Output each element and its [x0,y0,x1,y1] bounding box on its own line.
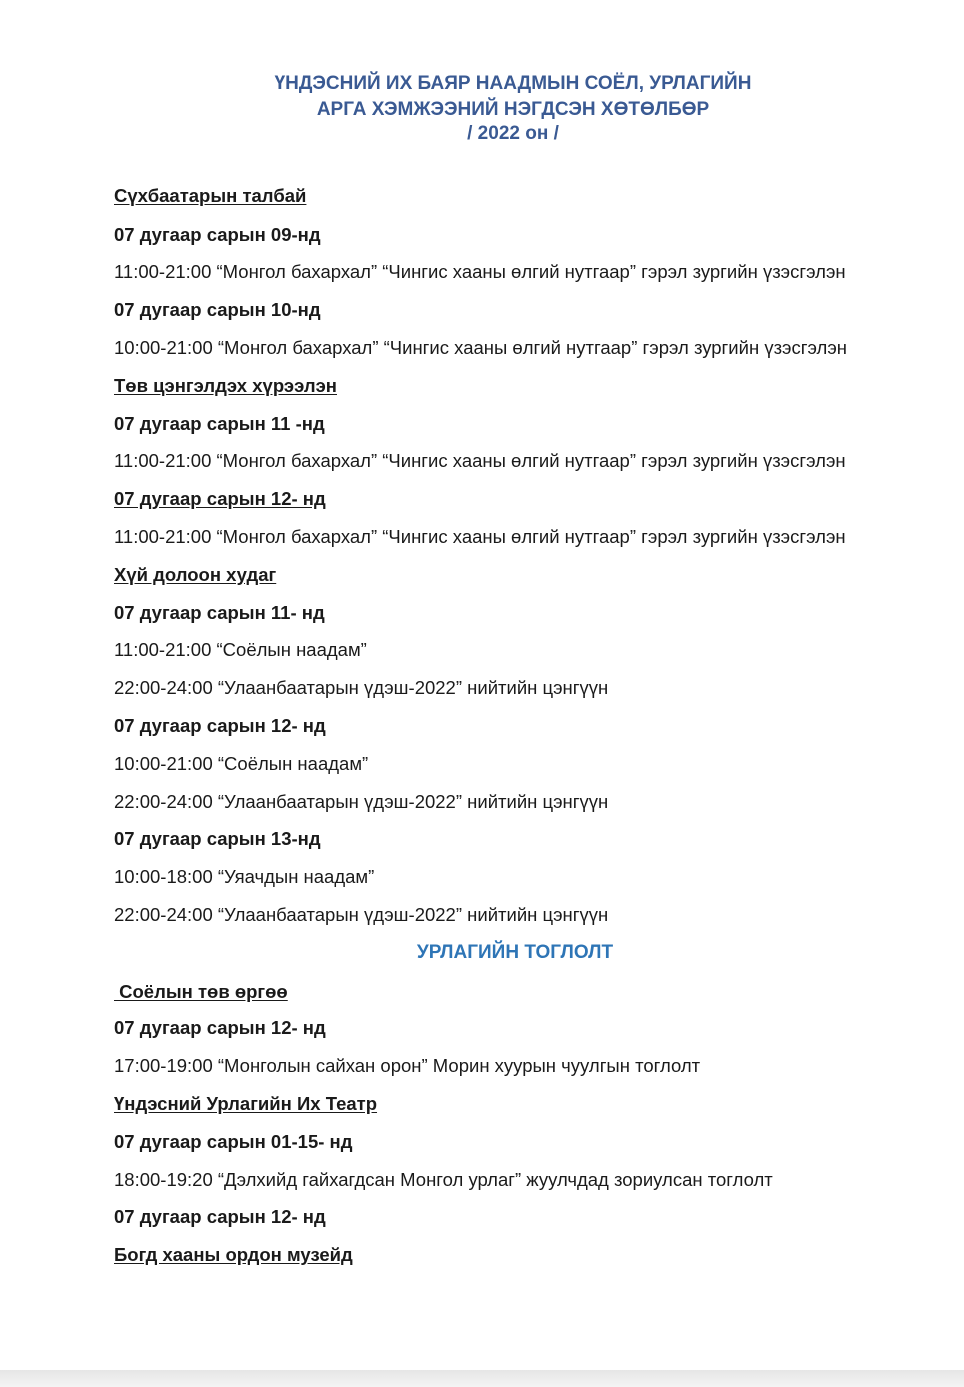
event-item: 22:00-24:00 “Улаанбаатарын үдэш-2022” нийтийн цэнгүүн [114,677,609,698]
date-heading: 07 дугаар сарын 09-нд [114,224,321,245]
venue-heading: Богд хааны ордон музейд [114,1244,353,1265]
date-heading: 07 дугаар сарын 11 -нд [114,413,325,434]
event-item: 10:00-21:00 “Соёлын наадам” [114,753,369,774]
date-heading: 07 дугаар сарын 01-15- нд [114,1131,353,1152]
page-edge [0,1370,964,1387]
venue-heading: Төв цэнгэлдэх хүрээлэн [114,375,337,396]
event-item: 11:00-21:00 “Монгол бахархал” “Чингис хааны өлгий нутгаар” гэрэл зургийн үзэсгэлэн [114,261,846,282]
venue-heading: Соёлын төв өргөө [114,981,288,1002]
event-item: 11:00-21:00 “Монгол бахархал” “Чингис хааны өлгий нутгаар” гэрэл зургийн үзэсгэлэн [114,526,846,547]
date-heading: 07 дугаар сарын 12- нд [114,715,326,736]
date-heading: 07 дугаар сарын 12- нд [114,1017,326,1038]
date-heading: 07 дугаар сарын 13-нд [114,828,321,849]
event-item: 22:00-24:00 “Улаанбаатарын үдэш-2022” нийтийн цэнгүүн [114,791,609,812]
event-item: 11:00-21:00 “Соёлын наадам” [114,639,367,660]
venue-heading: Хүй долоон худаг [114,564,277,585]
date-heading: 07 дугаар сарын 12- нд [114,488,326,509]
date-heading: 07 дугаар сарын 10-нд [114,299,321,320]
event-item: 11:00-21:00 “Монгол бахархал” “Чингис хааны өлгий нутгаар” гэрэл зургийн үзэсгэлэн [114,450,846,471]
event-item: 17:00-19:00 “Монголын сайхан орон” Морин хуурын чуулгын тоглолт [114,1055,701,1076]
document-year: / 2022 он / [467,123,559,144]
section-heading-performances: УРЛАГИЙН ТОГЛОЛТ [416,942,614,963]
venue-heading: Сүхбаатарын талбай [114,185,307,206]
date-heading: 07 дугаар сарын 12- нд [114,1206,326,1227]
date-heading: 07 дугаар сарын 11- нд [114,602,325,623]
event-item: 10:00-18:00 “Уяачдын наадам” [114,866,375,887]
document-title-line1: ҮНДЭСНИЙ ИХ БАЯР НААДМЫН СОЁЛ, УРЛАГИЙН [274,73,752,94]
venue-heading: Үндэсний Урлагийн Их Театр [114,1093,378,1114]
document-title-line2: АРГА ХЭМЖЭЭНИЙ НЭГДСЭН ХӨТӨЛБӨР [316,99,710,120]
event-item: 10:00-21:00 “Монгол бахархал” “Чингис хааны өлгий нутгаар” гэрэл зургийн үзэсгэлэн [114,337,847,358]
event-item: 22:00-24:00 “Улаанбаатарын үдэш-2022” нийтийн цэнгүүн [114,904,609,925]
event-item: 18:00-19:20 “Дэлхийд гайхагдсан Монгол урлаг” жуулчдад зориулсан тоглолт [114,1169,773,1190]
